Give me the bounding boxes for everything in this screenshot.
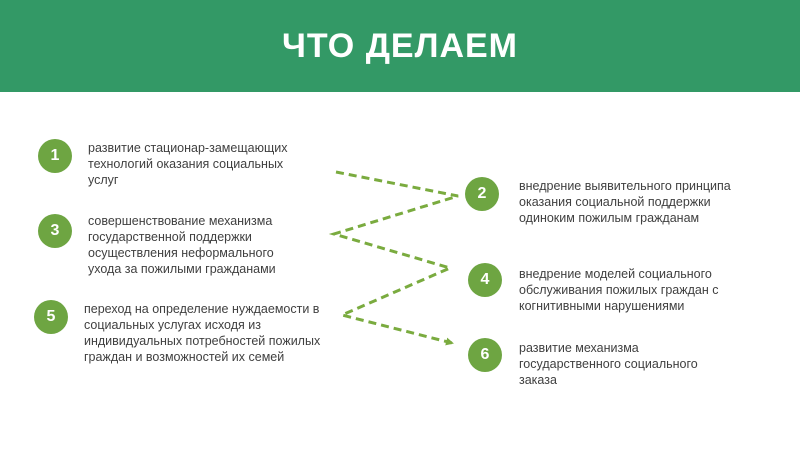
item-text-2: внедрение выявительного принципа оказания социальной поддержки одиноким пожилым гражданам <box>519 179 731 225</box>
item-number-badge-5: 5 <box>34 300 68 334</box>
item-text-5: переход на определение нуждаемости в социальных услугах исходя из индивидуальных потребностей пожилых граждан и возможностей их семей <box>84 302 321 364</box>
item-number-badge-4: 4 <box>468 263 502 297</box>
page-title: ЧТО ДЕЛАЕМ <box>281 26 518 65</box>
item-number-badge-2: 2 <box>465 177 499 211</box>
item-text-4: внедрение моделей социального обслуживания пожилых граждан с когнитивными нарушениями <box>519 267 719 313</box>
item-number-badge-6: 6 <box>468 338 502 372</box>
item-number-badge-1: 1 <box>38 139 72 173</box>
item-text-6: развитие механизма государственного социального заказа <box>519 341 698 387</box>
item-text-3: совершенствование механизма государственной поддержки осуществления неформального ухода за пожилыми гражданами <box>88 214 276 276</box>
item-number-badge-3: 3 <box>38 214 72 248</box>
item-text-1: развитие стационар-замещающих технологий оказания социальных услуг <box>88 141 288 187</box>
